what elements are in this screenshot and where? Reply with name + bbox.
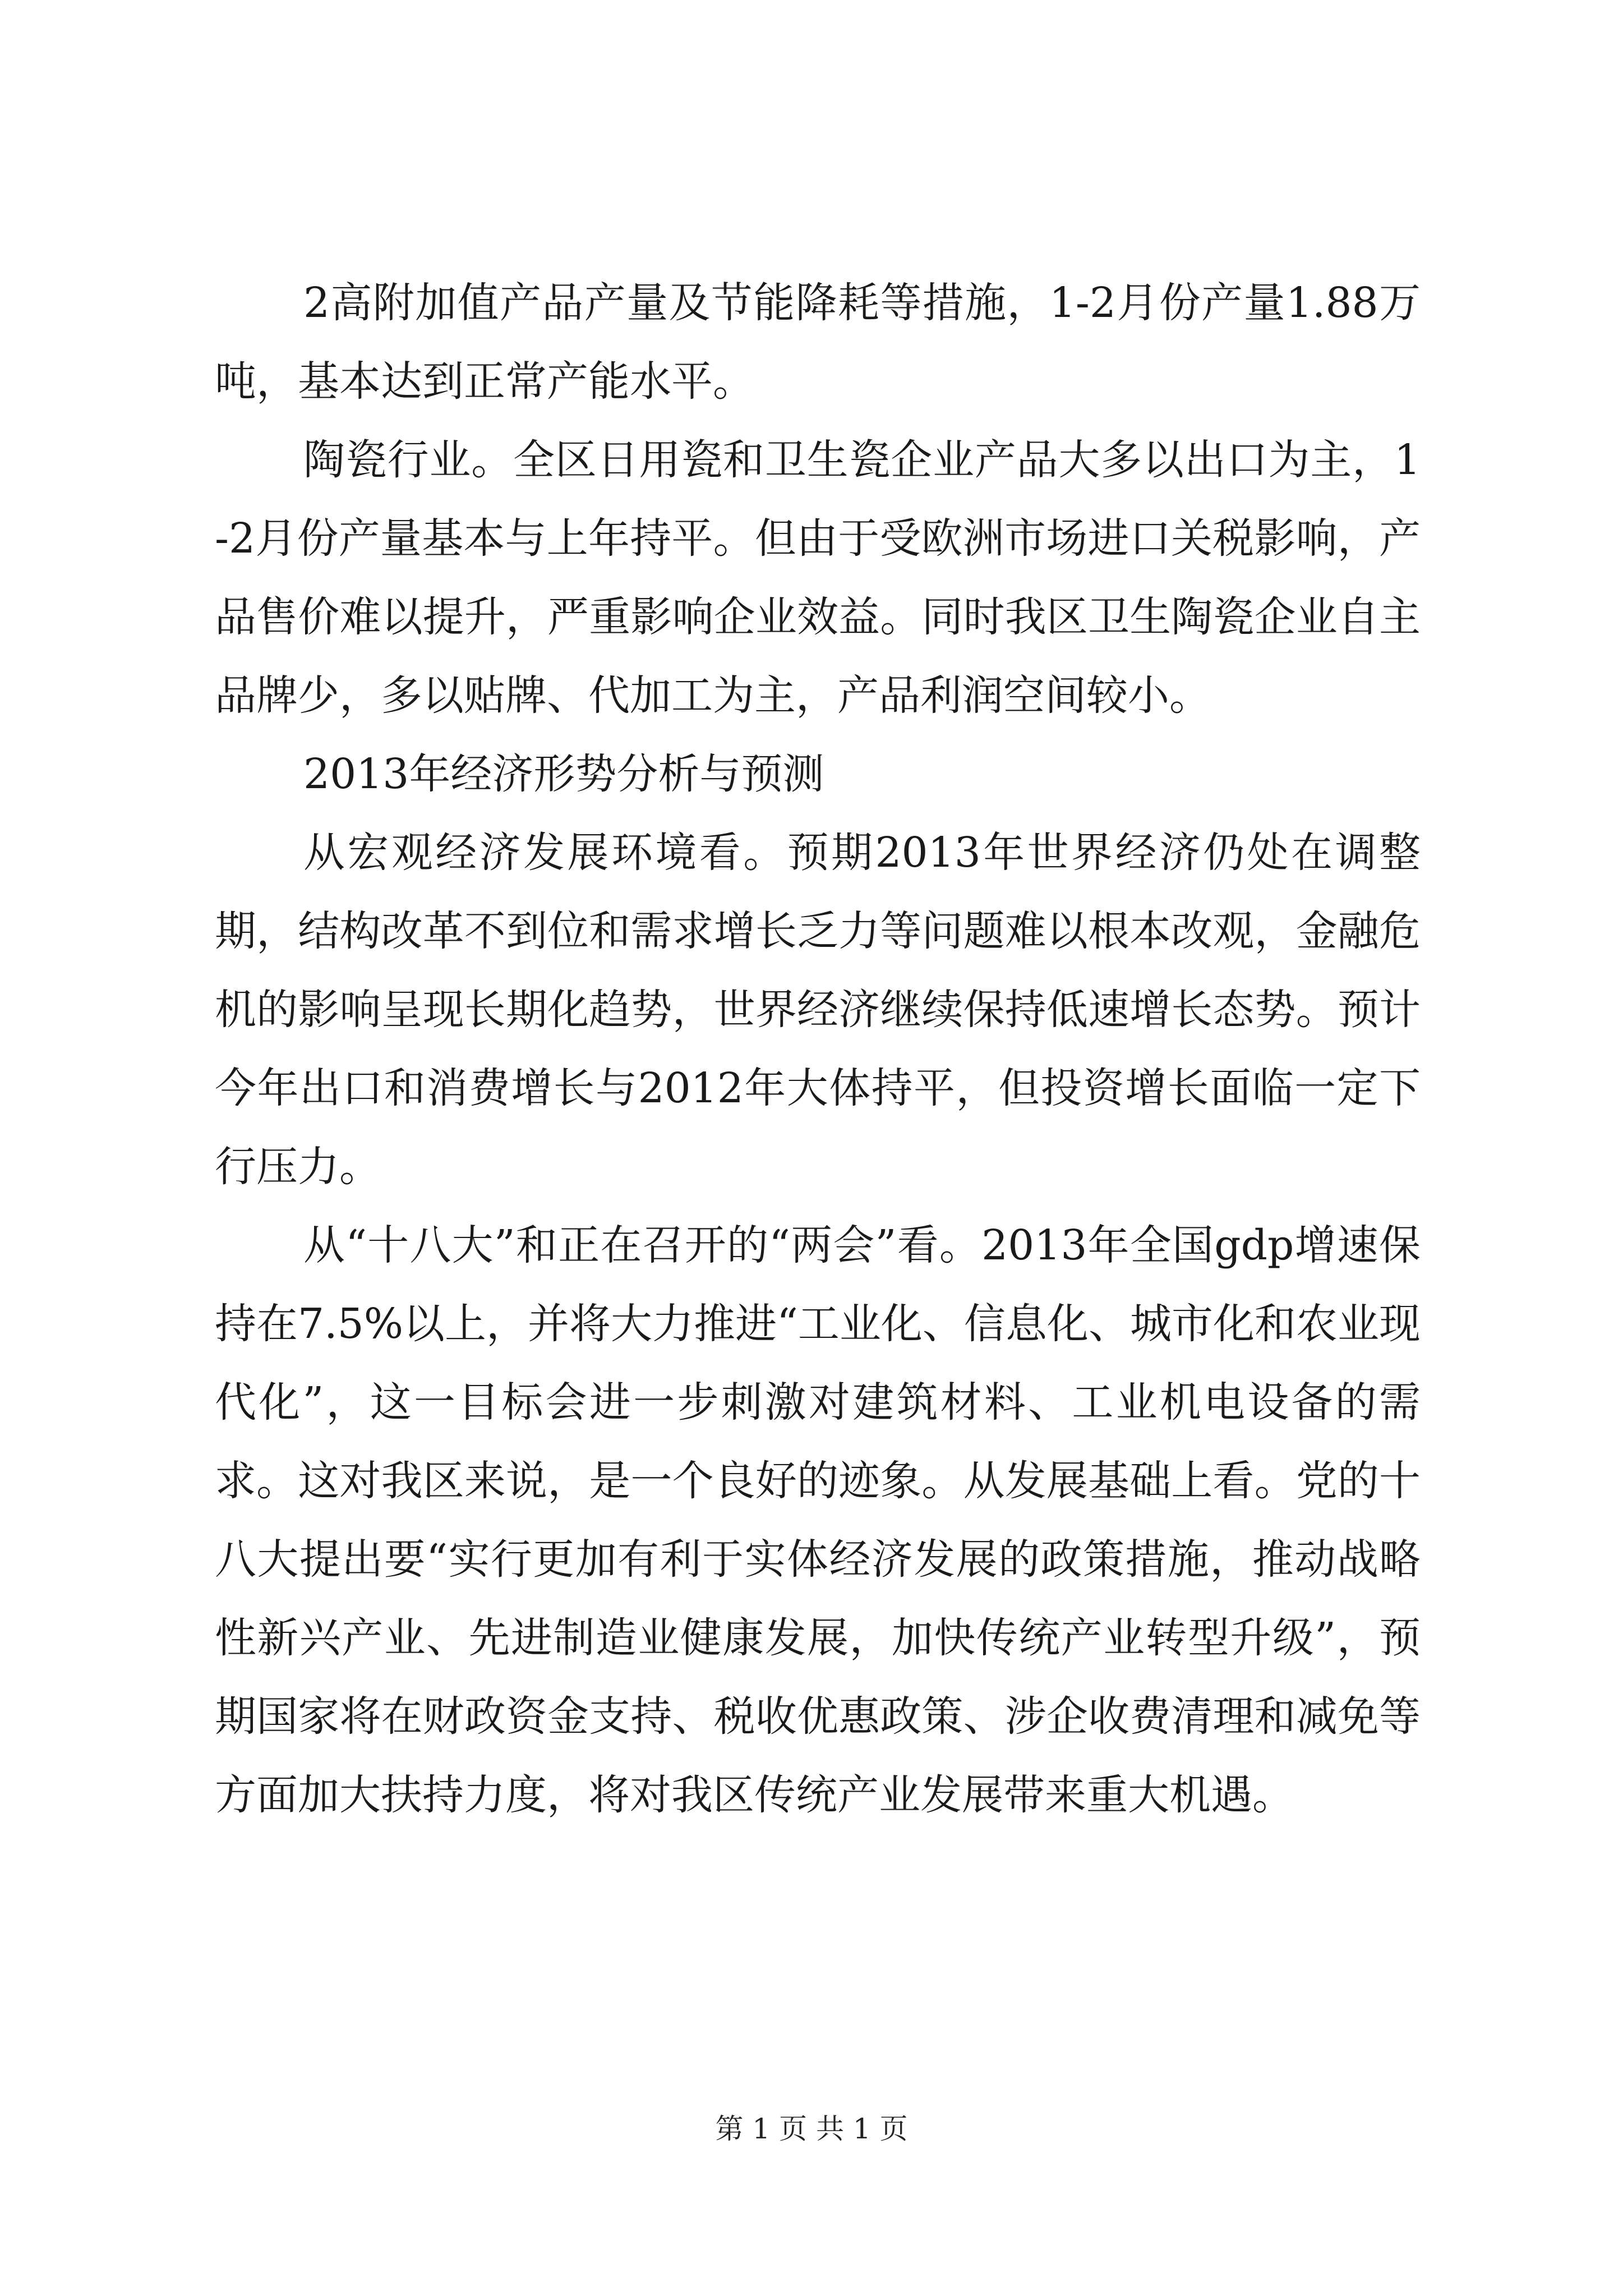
paragraph-eighteenth-congress: 从“十八大”和正在召开的“两会”看。2013年全国gdp增速保持在7.5%以上，并将大力推进“工业化、信息化、城市化和农业现代化”，这一目标会进一步刺激对建筑材料、工业机电设备的需求。这对我区来说，是一个良好的迹象。从发展基础上看。党的十八大提出要“实行更加有利于实体经济发展的政策措施，推动战略性新兴产业、先进制造业健康发展，加快传统产业转型升级”，预期国家将在财政资金支持、税收优惠政策、涉企收费清理和减免等方面加大扶持力度，将对我区传统产业发展带来重大机遇。 — [215, 1221, 1421, 1819]
page-footer: 第 1 页 共 1 页 — [715, 2113, 908, 2145]
paragraph-output-measures: 2高附加值产品产量及节能降耗等措施，1-2月份产量1.88万吨，基本达到正常产能水平。 — [215, 279, 1421, 406]
paragraph-macro-environment: 从宏观经济发展环境看。预期2013年世界经济仍处在调整期，结构改革不到位和需求增长乏力等问题难以根本改观，金融危机的影响呈现长期化趋势，世界经济继续保持低速增长态势。预计今年出口和消费增长与2012年大体持平，但投资增长面临一定下行压力。 — [215, 829, 1421, 1191]
document-body — [215, 264, 1421, 1834]
section-heading: 2013年经济形势分析与预测 — [303, 750, 824, 798]
paragraph-ceramics-industry: 陶瓷行业。全区日用瓷和卫生瓷企业产品大多以出口为主，1-2月份产量基本与上年持平。但由于受欧洲市场进口关税影响，产品售价难以提升，严重影响企业效益。同时我区卫生陶瓷企业自主品牌少，多以贴牌、代加工为主，产品利润空间较小。 — [215, 436, 1421, 720]
